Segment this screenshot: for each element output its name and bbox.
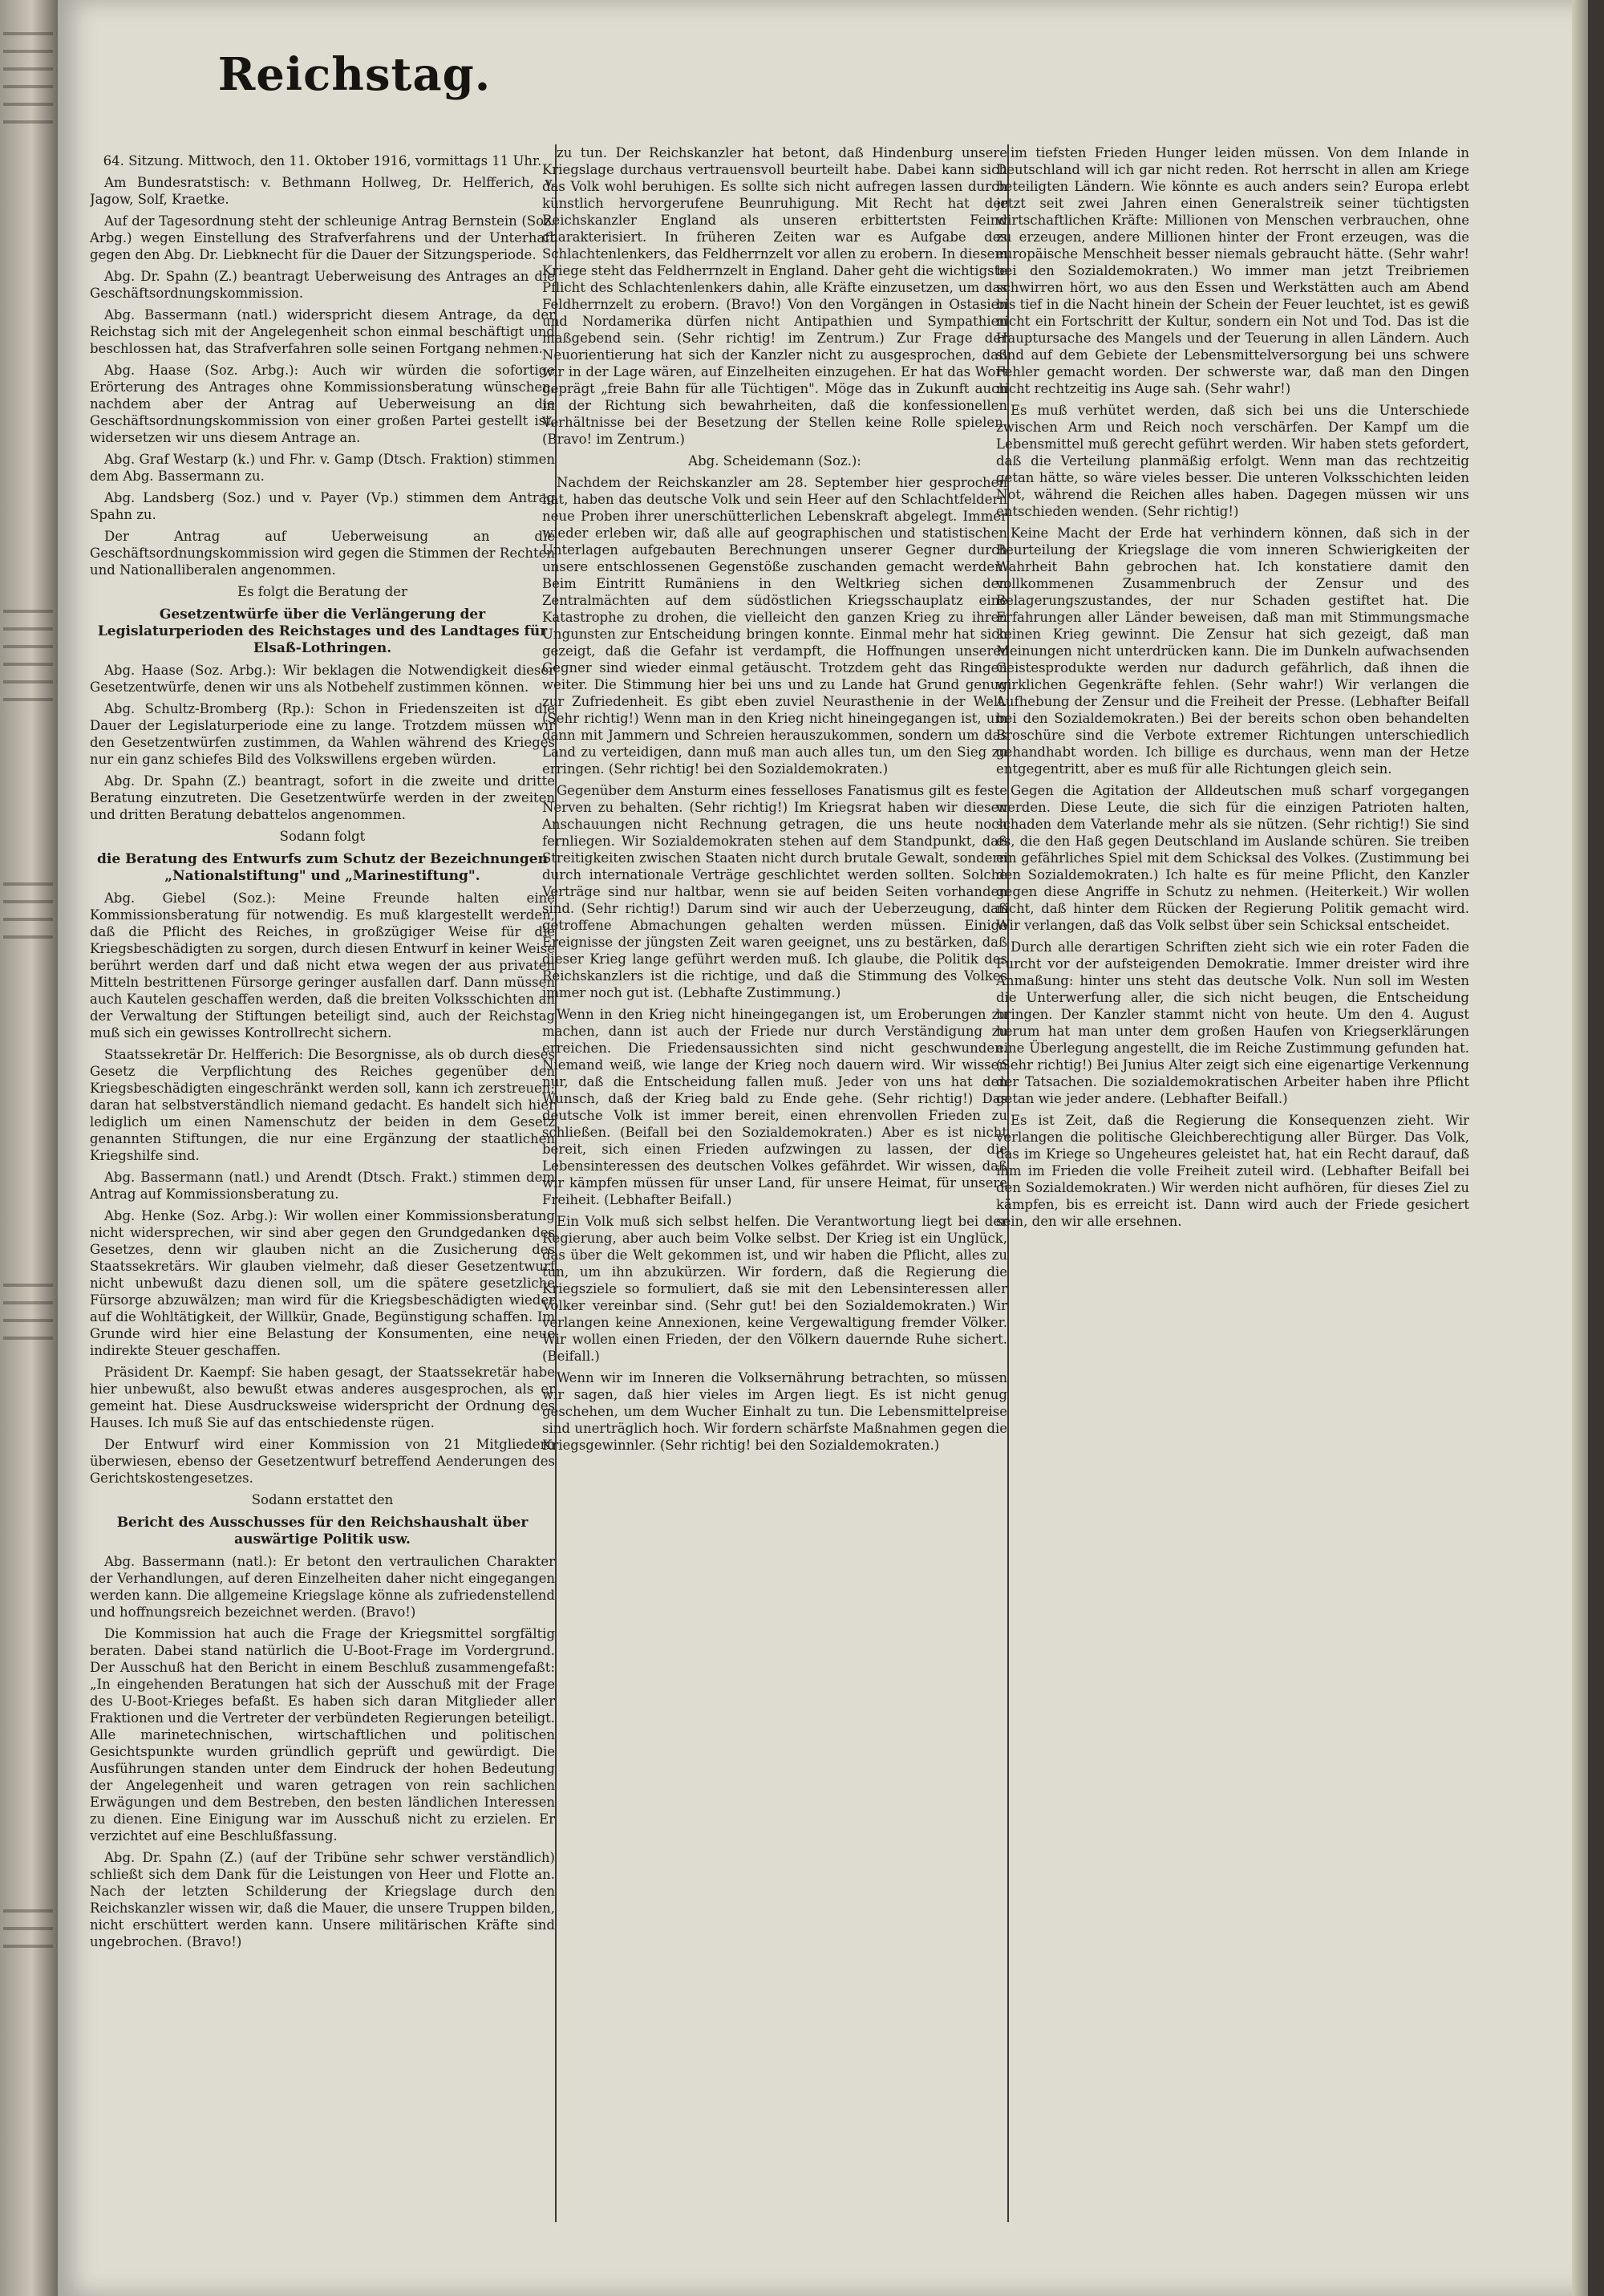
subheading: Bericht des Ausschusses für den Reichshaushalt über auswärtige Politik usw. (116, 1515, 529, 1548)
section-title: Reichstag. (217, 48, 492, 101)
paragraph: Abg. Dr. Spahn (Z.) beantragt, sofort in die zweite und dritte Beratung einzutreten. Die Gesetzentwürfe werden in der zweiten und dritten Beratung debattelos angenommen. (90, 773, 555, 822)
paragraph: Wenn wir im Inneren die Volksernährung betrachten, so müssen wir sagen, daß hier vieles im Argen liegt. Es ist nicht genug geschehen, um dem Wucher Einhalt zu tun. Die Lebensmittelpreise sind unerträglich hoch. Wir fordern schärfste Maßnahmen gegen die Kriegsgewinnler. (Sehr richtig! bei den Sozialdemokraten.) (542, 1370, 1007, 1453)
paragraph: Abg. Henke (Soz. Arbg.): Wir wollen einer Kommissionsberatung nicht widersprechen, wir sind aber gegen den Grundgedanken des Gesetzes, denn wir glauben nicht an die Zusicherung des Staatssekretärs. Wir glauben vielmehr, daß dieser Gesetzentwurf nicht unbewußt dazu dienen soll, um die spätere gesetzliche Fürsorge abzuwälzen; man wird für die Kriegsbeschädigten wieder auf die Wohltätigkeit, der Willkür, Gnade, Begünstigung schaffen. Im Grunde wird hier eine Belastung der Konsumenten, eine neue indirekte Steuer geschaffen. (90, 1208, 555, 1358)
paragraph: Der Antrag auf Ueberweisung an die Geschäftsordnungskommission wird gegen die Stimmen der Rechten und Nationalliberalen angenommen. (90, 529, 555, 578)
paragraph: Nachdem der Reichskanzler am 28. September hier gesprochen hat, haben das deutsche Volk und sein Heer auf den Schlachtfeldern neue Proben ihrer unerschütterlichen Lebenskraft abgelegt. Immer wieder erleben wir, daß alle auf geographischen und statistischen Unterlagen aufgebauten Berechnungen unserer Gegner durch unsere entschlossenen Gegenstöße zuschanden gemacht werden. Beim Eintritt Rumäniens in den Weltkrieg sichen den Zentralmächten auf dem südöstlichen Kriegsschauplatz eine Katastrophe zu drohen, die vielleicht den ganzen Krieg zu ihren Ungunsten zur Entscheidung bringen konnte. Einmal mehr hat sich gezeigt, daß die Gefahr ist verdampft, die Hoffnungen unserer Gegner sind wieder einmal getäuscht. Trotzdem geht das Ringen weiter. Die Stimmung hier bei uns und zu Lande hat Grund genug zur Zufriedenheit. Es gibt eben zuviel Neurasthenie in der Welt. (Sehr richtig!) Wenn man in den Krieg nicht hineingegangen ist, um dann mit Jammern und Schreien herauszukommen, sondern um das Land zu verteidigen, dann muß man auch alles tun, um den Sieg zu erringen. (Sehr richtig! bei den Sozialdemokraten.) (542, 475, 1007, 777)
page-edge (1572, 0, 1588, 2296)
paragraph: Abg. Dr. Spahn (Z.) (auf der Tribüne sehr schwer verständlich) schließt sich dem Dank für die Leistungen von Heer und Flotte an. Nach der letzten Schilderung der Kriegslage durch den Reichskanzler wissen wir, daß die Mauer, die unsere Truppen bilden, nicht erschüttert werden kann. Unsere militärischen Kräfte sind ungebrochen. (Bravo!) (90, 1850, 555, 1949)
paragraph: Wenn in den Krieg nicht hineingegangen ist, um Eroberungen zu machen, dann ist auch der Friede nur durch Verständigung zu erreichen. Die Friedensaussichten sind nicht geschwunden. Niemand weiß, wie lange der Krieg noch dauern wird. Wir wissen nur, daß die Entscheidung fallen muß. Jeder von uns hat den Wunsch, daß der Krieg bald zu Ende gehe. (Sehr richtig!) Das deutsche Volk ist immer bereit, einen ehrenvollen Frieden zu schließen. (Beifall bei den Sozialdemokraten.) Aber es ist nicht bereit, sich einen Frieden aufzwingen zu lassen, der die Lebensinteressen des deutschen Volkes gefährdet. Wir wissen, daß wir kämpfen müssen für unser Land, für unsere Heimat, für unsere Freiheit. (Lebhafter Beifall.) (542, 1007, 1007, 1207)
subheading: die Beratung des Entwurfs zum Schutz der Bezeichnungen „Nationalstiftung" und „Marinestiftung". (97, 851, 548, 884)
column-2 (542, 144, 1007, 2222)
paragraph: Es ist Zeit, daß die Regierung die Konsequenzen zieht. Wir verlangen die politische Gleichberechtigung aller Bürger. Das Volk, das im Kriege so Ungeheures geleistet hat, hat ein Recht darauf, daß ihm im Frieden die volle Freiheit zuteil wird. (Lebhafter Beifall bei den Sozialdemokraten.) Wir werden nicht aufhören, für dieses Ziel zu kämpfen, bis es erreicht ist. Dann wird auch der Friede gesichert sein, den wir alle ersehnen. (996, 1113, 1469, 1229)
paragraph: Abg. Haase (Soz. Arbg.): Auch wir würden die sofortige Erörterung des Antrages ohne Kommissionsberatung wünschen, nachdem aber der Antrag auf Ueberweisung an die Geschäftsordnungskommission von einer großen Partei gestellt ist, widersetzen wir uns diesem Antrage an. (90, 363, 555, 445)
paragraph: Durch alle derartigen Schriften zieht sich wie ein roter Faden die Furcht vor der aufsteigenden Demokratie. Immer dreister wird ihre Anmaßung: hinter uns steht das deutsche Volk. Nun soll im Westen die Unterwerfung aller, die sich nicht beugen, die Entscheidung bringen. Der Kanzler stammt nicht von heute. Um den 4. August herum hat man unter dem großen Haufen von Kriegserklärungen eine Überlegung angestellt, die im Reiche Zustimmung gefunden hat. (Sehr richtig!) Bei Junius Alter zeigt sich eine eigenartige Verkennung der Tatsachen. Die sozialdemokratischen Arbeiter haben ihre Pflicht getan wie jeder andere. (Lebhafter Beifall.) (996, 939, 1469, 1106)
paragraph: Abg. Haase (Soz. Arbg.): Wir beklagen die Notwendigkeit dieser Gesetzentwürfe, denen wir uns als Notbehelf zustimmen können. (90, 663, 555, 695)
paragraph: Der Entwurf wird einer Kommission von 21 Mitgliedern überwiesen, ebenso der Gesetzentwurf betreffend Aenderungen des Gerichtskostengesetzes. (90, 1437, 555, 1486)
paragraph: Gegenüber dem Ansturm eines fesselloses Fanatismus gilt es feste Nerven zu behalten. (Sehr richtig!) Im Kriegsrat haben wir diesen Anschauungen nicht Rechnung getragen, die uns heute noch fernliegen. Wir Sozialdemokraten stehen auf dem Standpunkt, daß Streitigkeiten zwischen Staaten nicht durch brutale Gewalt, sondern durch internationale Verträge geschlichtet werden sollten. Solche Verträge sind nur haltbar, wenn sie auf beiden Seiten vorhanden sind. (Sehr richtig!) Darum sind wir auch der Ueberzeugung, daß getroffene Abmachungen gehalten werden müssen. Einige Ereignisse der jüngsten Zeit waren geeignet, uns zu bestärken, daß dieser Krieg lange geführt werden muß. Ich glaube, die Politik des Reichskanzlers ist die richtige, und daß die Stimmung des Volkes immer noch gut ist. (Lebhafte Zustimmung.) (542, 783, 1007, 1000)
column-3 (996, 144, 1469, 2222)
paragraph: Es folgt die Beratung der (237, 584, 407, 599)
paragraph: Ein Volk muß sich selbst helfen. Die Verantwortung liegt bei der Regierung, aber auch beim Volke selbst. Der Krieg ist ein Unglück, das über die Welt gekommen ist, und wir haben die Pflicht, alles zu tun, um ihn abzukürzen. Wir fordern, daß die Regierung die Kriegsziele so formuliert, daß sie mit den Lebensinteressen aller Völker vereinbar sind. (Sehr gut! bei den Sozialdemokraten.) Wir verlangen keine Annexionen, keine Vergewaltigung fremder Völker. Wir wollen einen Frieden, der den Völkern dauernde Ruhe sichert. (Beifall.) (542, 1214, 1007, 1364)
paragraph: Sodann folgt (279, 829, 366, 844)
paragraph: Abg. Landsberg (Soz.) und v. Payer (Vp.) stimmen dem Antrag Spahn zu. (90, 490, 555, 522)
adjacent-page-strip (0, 0, 58, 2296)
paragraph: zu tun. Der Reichskanzler hat betont, daß Hindenburg unsere Kriegslage durchaus vertrauensvoll beurteilt habe. Dabei kann sich das Volk wohl beruhigen. Es sollte sich nicht aufregen lassen durch künstlich hervorgerufene Beunruhigung. Mit Recht hat der Reichskanzler England als unseren erbittertsten Feind charakterisiert. In früheren Zeiten war es Aufgabe des Schlachtenlenkers, das Feldherrnzelt vor allen zu erobern. In diesem Kriege steht das Feldherrnzelt in England. Daher geht die wichtigste Pflicht des Schlachtenlenkers dahin, alle Kräfte einzusetzen, um das Feldherrnzelt zu erobern. (Bravo!) Von den Vorgängen in Ostasien und Nordamerika dürfen nicht Antipathien und Sympathien maßgebend sein. (Sehr richtig! im Zentrum.) Zur Frage der Neuorientierung hat sich der Kanzler nicht zu ausgesprochen, daß wir in der Lage wären, auf Einzelheiten einzugehen. Er hat das Wort geprägt „freie Bahn für alle Tüchtigen". Möge das in Zukunft auch in der Richtung sich bewahrheiten, daß die konfessionellen Verhältnisse bei der Besetzung der Stellen keine Rolle spielen. (Bravo! im Zentrum.) (542, 145, 1007, 447)
paragraph: Abg. Graf Westarp (k.) und Fhr. v. Gamp (Dtsch. Fraktion) stimmen dem Abg. Bassermann zu. (90, 452, 555, 484)
column-1 (90, 152, 555, 2230)
paragraph: Gegen die Agitation der Alldeutschen muß scharf vorgegangen werden. Diese Leute, die sich für die einzigen Patrioten halten, schaden dem Vaterlande mehr als sie nützen. (Sehr richtig!) Sie sind es, die den Haß gegen Deutschland im Auslande schüren. Sie treiben ein gefährliches Spiel mit dem Schicksal des Volkes. (Zustimmung bei den Sozialdemokraten.) Ich halte es für meine Pflicht, den Kanzler gegen diese Angriffe in Schutz zu nehmen. (Heiterkeit.) Wir wollen nicht, daß hinter dem Rücken der Regierung Politik gemacht wird. Wir verlangen, daß das Volk selbst über sein Schicksal entscheidet. (996, 783, 1469, 933)
paragraph: Abg. Bassermann (natl.) widerspricht diesem Antrage, da der Reichstag sich mit der Angelegenheit schon einmal beschäftigt und beschlossen hat, das Strafverfahren solle seinen Fortgang nehmen. (90, 307, 555, 356)
paragraph: Abg. Dr. Spahn (Z.) beantragt Ueberweisung des Antrages an die Geschäftsordnungskommission. (90, 269, 555, 301)
bundesrat-line: Am Bundesratstisch: v. Bethmann Hollweg, Dr. Helfferich, v. Jagow, Solf, Kraetke. (90, 175, 555, 207)
newspaper-page (58, 0, 1588, 2296)
paragraph: Keine Macht der Erde hat verhindern können, daß sich in der Beurteilung der Kriegslage die vom inneren Schwierigkeiten der Wahrheit Bahn gebrochen hat. Ich konstatiere damit den vollkommenen Zusammenbruch der Zensur und des Belagerungszustandes, der nur Schaden gestiftet hat. Die Erfahrungen aller Länder beweisen, daß man mit Stimmungsmache keinen Krieg gewinnt. Die Zensur hat sich gezeigt, daß man Meinungen nicht unterdrücken kann. Die im Dunkeln aufwachsenden Geistesprodukte werden nur dadurch gefährlich, daß ihnen die wirklichen Gegenkräfte fehlen. (Sehr wahr!) Wir verlangen die Aufhebung der Zensur und die Freiheit der Presse. (Lebhafter Beifall bei den Sozialdemokraten.) Bei der bereits schon oben behandelten Broschüre sind die Verbote extremer Richtungen unterschiedlich gehandhabt worden. Ich billige es durchaus, wenn man der Hetze entgegentritt, aber es muß für alle Richtungen gleich sein. (996, 525, 1469, 777)
paragraph: Abg. Schultz-Bromberg (Rp.): Schon in Friedenszeiten ist die Dauer der Legislaturperiode eine zu lange. Trotzdem müssen wir den Gesetzentwürfen zustimmen, da Wahlen während des Krieges nur ein ganz schiefes Bild des Volkswillens ergeben würden. (90, 701, 555, 767)
paragraph: Abg. Bassermann (natl.): Er betont den vertraulichen Charakter der Verhandlungen, auf deren Einzelheiten daher nicht eingegangen werden kann. Die allgemeine Kriegslage könne als zufriedenstellend und hoffnungsreich bezeichnet werden. (Bravo!) (90, 1554, 555, 1620)
subheading: Gesetzentwürfe über die Verlängerung der Legislaturperioden des Reichstages und des Landtages für Elsaß-Lothringen. (97, 606, 548, 656)
session-line: 64. Sitzung. Mittwoch, den 11. Oktober 1916, vormittags 11 Uhr. (103, 153, 542, 168)
paragraph: Auf der Tagesordnung steht der schleunige Antrag Bernstein (Soz. Arbg.) wegen Einstellung des Strafverfahrens und der Unterhaft gegen den Abg. Dr. Liebknecht für die Dauer der Sitzungsperiode. (90, 213, 555, 262)
paragraph: Es muß verhütet werden, daß sich bei uns die Unterschiede zwischen Arm und Reich noch verschärfen. Der Kampf um die Lebensmittel muß gerecht geführt werden. Wir haben stets gefordert, daß die Verteilung planmäßig erfolgt. Wenn man das rechtzeitig getan hätte, so wäre vieles besser. Die unteren Volksschichten leiden Not, während die Reichen alles haben. Dagegen müssen wir uns entschieden wenden. (Sehr richtig!) (996, 403, 1469, 519)
paragraph: Die Kommission hat auch die Frage der Kriegsmittel sorgfältig beraten. Dabei stand natürlich die U-Boot-Frage im Vordergrund. Der Ausschuß hat den Bericht in einem Beschluß zusammengefaßt: „In eingehenden Beratungen hat sich der Ausschuß mit der Frage des U-Boot-Krieges befaßt. Es haben sich daran Mitglieder aller Fraktionen und die Vertreter der verbündeten Regierungen beteiligt. Alle marinetechnischen, wirtschaftlichen und politischen Gesichtspunkte wurden gründlich geprüft und gewürdigt. Die Ausführungen standen unter dem Eindruck der hohen Bedeutung der Angelegenheit und waren getragen von rein sachlichen Erwägungen und dem Bestreben, den besten ländlichen Interessen zu dienen. Eine Einigung war im Ausschuß nicht zu erzielen. Er verzichtet auf eine Beschlußfassung. (90, 1626, 555, 1844)
paragraph: Präsident Dr. Kaempf: Sie haben gesagt, der Staatssekretär habe hier unbewußt, also bewußt etwas anderes ausgesprochen, als er gemeint hat. Diese Ausdrucksweise widerspricht der Ordnung des Hauses. Ich muß Sie auf das entschiedenste rügen. (90, 1365, 555, 1430)
paragraph: Abg. Giebel (Soz.): Meine Freunde halten eine Kommissionsberatung für notwendig. Es muß klargestellt werden, daß die Pflicht des Reiches, in großzügiger Weise für die Kriegsbeschädigten zu sorgen, durch diesen Entwurf in keiner Weise berührt werden darf und daß nicht etwa wegen der aus privaten Mitteln bestrittenen Fürsorge geringer ausfallen darf. Dann müssen auch Kautelen geschaffen werden, daß die breiten Volksschichten an der Verwaltung der Stiftungen beteiligt sind, auch der Reichstag muß sich ein gewisses Kontrollrecht sichern. (90, 890, 555, 1041)
speaker-heading: Abg. Scheidemann (Soz.): (688, 453, 861, 469)
paragraph: im tiefsten Frieden Hunger leiden müssen. Von dem Inlande in Deutschland will ich gar nicht reden. Rot herrscht in allen am Kriege beteiligten Ländern. Wie könnte es auch anders sein? Europa erlebt jetzt seit zwei Jahren einen Generalstreik seiner tüchtigsten wirtschaftlichen Kräfte: Millionen von Menschen verbrauchen, ohne zu erzeugen, andere Millionen hinter der Front erzeugen, was die europäische Menschheit besser niemals gebraucht hätte. (Sehr wahr! bei den Sozialdemokraten.) Wo immer man jetzt Treibriemen schwirren hört, wo aus den Essen und Werkstätten auch am Abend bis tief in die Nacht hinein der Schein der Feuer leuchtet, ist es gewiß nicht ein Fortschritt der Kultur, sondern ein Not und Tod. Das ist die Hauptursache des Mangels und der Teuerung in allen Ländern. Auch sind auf dem Gebiete der Lebensmittelversorgung bei uns schwere Fehler gemacht worden. Der schwerste war, daß man den Dingen nicht rechtzeitig ins Auge sah. (Sehr wahr!) (996, 145, 1469, 396)
paragraph: Sodann erstattet den (251, 1492, 394, 1507)
paragraph: Abg. Bassermann (natl.) und Arendt (Dtsch. Frakt.) stimmen dem Antrag auf Kommissionsberatung zu. (90, 1170, 555, 1202)
paragraph: Staatssekretär Dr. Helfferich: Die Besorgnisse, als ob durch dieses Gesetz die Verpflichtung des Reiches gegenüber den Kriegsbeschädigten eingeschränkt werden soll, kann ich zerstreuen; daran hat selbstverständlich niemand gedacht. Es handelt sich hier lediglich um einen Namenschutz der beiden in dem Gesetz genannten Stiftungen, die nur eine Ergänzung der staatlichen Kriegshilfe sind. (90, 1047, 555, 1163)
